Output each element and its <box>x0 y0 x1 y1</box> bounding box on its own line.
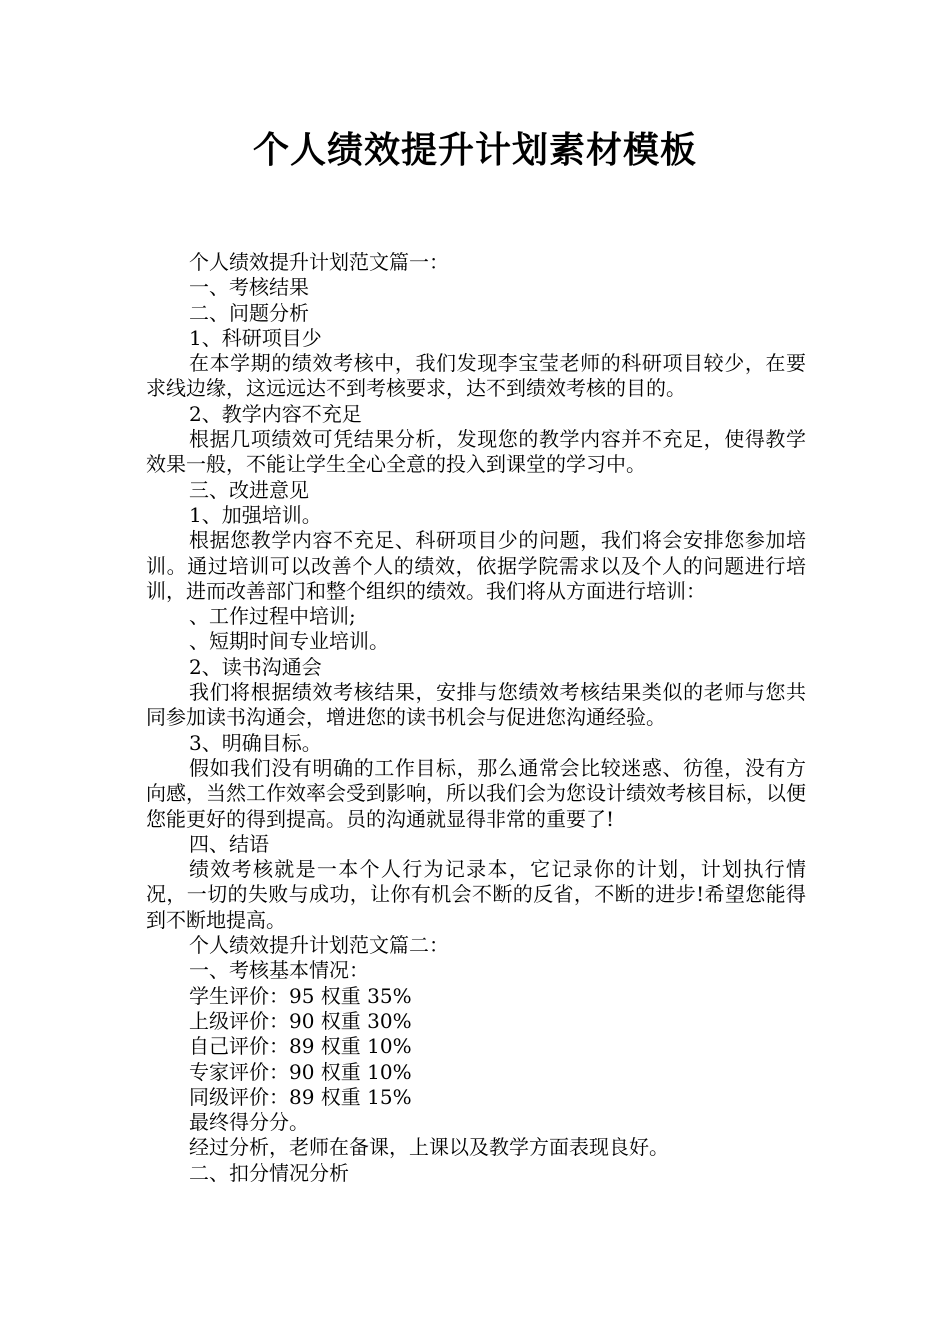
paragraph-12: 、短期时间专业培训。 <box>189 629 389 654</box>
paragraph-1: 个人绩效提升计划范文篇一： <box>189 250 449 274</box>
document-body <box>146 250 806 1186</box>
paragraph-11: 、工作过程中培训; <box>189 604 356 629</box>
paragraph-27: 经过分析，老师在备课，上课以及教学方面表现良好。 <box>189 1135 669 1160</box>
paragraph-20: 一、考核基本情况： <box>189 958 369 983</box>
paragraph-14: 我们将根据绩效考核结果，安排与您绩效考核结果类似的老师与您共同参加读书沟通会，增进您的读书机会与促进您沟通经验。 <box>146 680 806 730</box>
paragraph-2: 一、考核结果 <box>189 275 309 300</box>
paragraph-13: 2、读书沟通会 <box>189 654 322 679</box>
document-title: 个人绩效提升计划素材模板 <box>252 130 697 171</box>
paragraph-19: 个人绩效提升计划范文篇二： <box>189 933 449 958</box>
paragraph-21: 学生评价：95 权重 35% <box>189 983 412 1008</box>
paragraph-6: 2、教学内容不充足 <box>189 401 362 426</box>
paragraph-16: 假如我们没有明确的工作目标，那么通常会比较迷惑、彷徨，没有方向感，当然工作效率会受到影响，所以我们会为您设计绩效考核目标，以便您能更好的得到提高。员的沟通就显得非常的重要了! <box>146 755 806 831</box>
paragraph-5: 在本学期的绩效考核中，我们发现李宝莹老师的科研项目较少，在要求线边缘，这远远达不到考核要求，达不到绩效考核的目的。 <box>146 351 806 401</box>
paragraph-22: 上级评价：90 权重 30% <box>189 1008 412 1033</box>
paragraph-3: 二、问题分析 <box>189 300 309 325</box>
paragraph-4: 1、科研项目少 <box>189 325 322 350</box>
paragraph-23: 自己评价：89 权重 10% <box>189 1034 412 1059</box>
paragraph-18: 绩效考核就是一本个人行为记录本，它记录你的计划，计划执行情况，一切的失败与成功，让你有机会不断的反省，不断的进步!希望您能得到不断地提高。 <box>146 857 806 932</box>
paragraph-7: 根据几项绩效可凭结果分析，发现您的教学内容并不充足，使得教学效果一般，不能让学生全心全意的投入到课堂的学习中。 <box>146 427 806 477</box>
paragraph-17: 四、结语 <box>189 831 269 856</box>
paragraph-8: 三、改进意见 <box>189 477 309 502</box>
paragraph-10: 根据您教学内容不充足、科研项目少的问题，我们将会安排您参加培训。通过培训可以改善个人的绩效，依据学院需求以及个人的问题进行培训，进而改善部门和整个组织的绩效。我们将从方面进行培训： <box>146 528 806 603</box>
paragraph-28: 二、扣分情况分析 <box>189 1160 349 1185</box>
paragraph-24: 专家评价：90 权重 10% <box>189 1059 412 1084</box>
paragraph-15: 3、明确目标。 <box>189 730 322 755</box>
paragraph-9: 1、加强培训。 <box>189 502 322 527</box>
paragraph-25: 同级评价：89 权重 15% <box>189 1084 412 1109</box>
paragraph-26: 最终得分分。 <box>189 1110 309 1135</box>
